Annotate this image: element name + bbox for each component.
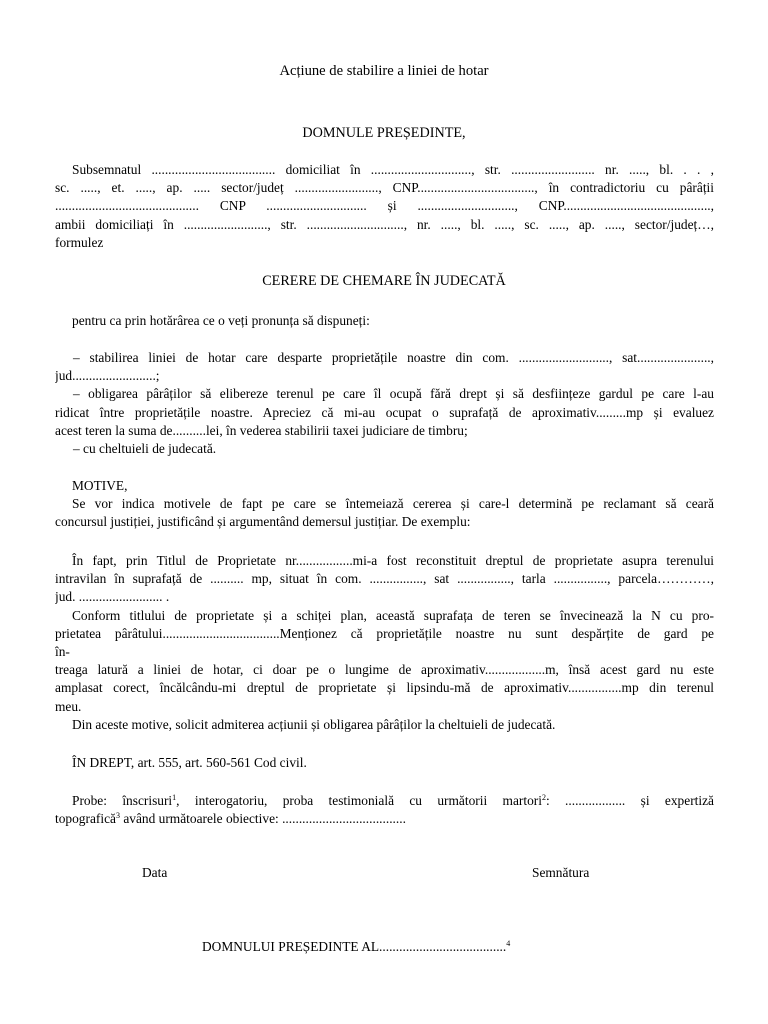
evidence-line: [55, 792, 714, 810]
request-item: ridicat între proprietățile noastre. Apreciez că mi-au ocupat o suprafață de aproximativ.........mp și evaluez: [55, 404, 714, 420]
law-line: ÎN DREPT, art. 555, art. 560-561 Cod civil.: [72, 755, 307, 770]
motives-section: [55, 477, 714, 532]
intro-line: ........................................... CNP .............................. și ............................., CNP............................................,: [55, 198, 714, 214]
request-item: – obligarea pârâților să elibereze terenul pe care îl ocupă fără drept și să desființeze gardul pe care l-au: [73, 386, 714, 402]
evidence-text: topografică: [55, 811, 116, 827]
evidence-section: [55, 792, 714, 828]
facts-line: jud. ......................... .: [55, 589, 170, 605]
intro-line: Subsemnatul ..................................... domiciliat în .............................., str. ......................... nr. ....., bl. . . ,: [72, 162, 714, 177]
request-heading: CERERE DE CHEMARE ÎN JUDECATĂ: [262, 273, 506, 289]
evidence-text: : .................. și expertiză: [545, 793, 714, 808]
signature-label: Semnătura: [532, 865, 590, 880]
facts-line: Din aceste motive, solicit admiterea acțiunii și obligarea pârâților la cheltuieli de judecată.: [72, 716, 556, 732]
footnote-ref: 2: [541, 793, 546, 802]
evidence-text: având următoarele obiective: .....................................: [119, 811, 406, 827]
request-item: – cu cheltuieli de judecată.: [73, 440, 217, 456]
request-item: acest teren la suma de..........lei, în vederea stabilirii taxei judiciare de timbru;: [55, 422, 468, 438]
intro-line: sc. ....., et. ....., ap. ..... sector/județ ........................., CNP..................................., în contradictoriu cu pârâții: [55, 180, 714, 196]
facts-line: intravilan în suprafață de .......... mp, situat în com. ................, sat ................, tarla ................, parcela…………,: [55, 571, 714, 587]
facts-section: [55, 552, 714, 734]
salutation: DOMNULE PREȘEDINTE,: [302, 125, 466, 141]
footnote-ref: 4: [506, 939, 511, 948]
request-intro: [55, 312, 714, 330]
requests-list: [55, 349, 714, 458]
request-item: jud.........................;: [55, 368, 160, 384]
facts-line: Conform titlului de proprietate și a schiței plan, această suprafața de teren se învecinează la N cu pro-: [72, 607, 714, 623]
intro-line: ambii domiciliați în ........................., str. ............................., nr. ....., bl. ....., sc. ....., ap. ....., sector/județ…,: [55, 216, 714, 232]
facts-line: treaga latură a liniei de hotar, ci doar pe o lungime de aproximativ..................m, însă acest gard nu este: [55, 662, 714, 678]
facts-line: prietatea pârâtului...................................Menționez că proprietățile noastre nu sunt despărțite de gard pe: [55, 625, 714, 641]
intro-line: formulez: [55, 234, 104, 250]
facts-line: amplasat corect, încălcându-mi dreptul de proprietate și lipsindu-mă de aproximativ................mp din terenul: [55, 680, 714, 696]
motives-line: concursul justiției, justificând și argumentând demersul justițiar. De exemplu:: [55, 514, 471, 530]
footnote-ref: 3: [115, 811, 120, 821]
document-title: Acțiune de stabilire a liniei de hotar: [279, 63, 489, 79]
footnote-ref: 1: [172, 793, 177, 802]
facts-line: În fapt, prin Titlul de Proprietate nr.................mi-a fost reconstituit dreptul de proprietate asupra terenului: [72, 553, 714, 568]
facts-line: în-: [55, 643, 70, 659]
motives-line: Se vor indica motivele de fapt pe care se întemeiază cererea și care-l determină pe reclamant să ceară: [72, 496, 714, 512]
evidence-text: Probe: înscrisuri: [72, 793, 173, 808]
evidence-text: , interogatoriu, proba testimonială cu următorii martori: [176, 793, 542, 808]
request-intro-line: pentru ca prin hotărârea ce o veți pronunța să dispuneți:: [72, 313, 370, 328]
intro-paragraph: [55, 161, 714, 252]
evidence-line: [55, 810, 714, 828]
motives-heading: MOTIVE,: [72, 478, 128, 493]
request-item: – stabilirea liniei de hotar care desparte proprietățile noastre din com. ..........................., sat......................,: [73, 350, 714, 365]
date-label: Data: [142, 865, 168, 880]
law-section: [55, 754, 714, 772]
addressee: [202, 939, 510, 955]
facts-line: meu.: [55, 698, 82, 714]
addressee-text: DOMNULUI PREȘEDINTE AL......................................: [202, 939, 507, 954]
